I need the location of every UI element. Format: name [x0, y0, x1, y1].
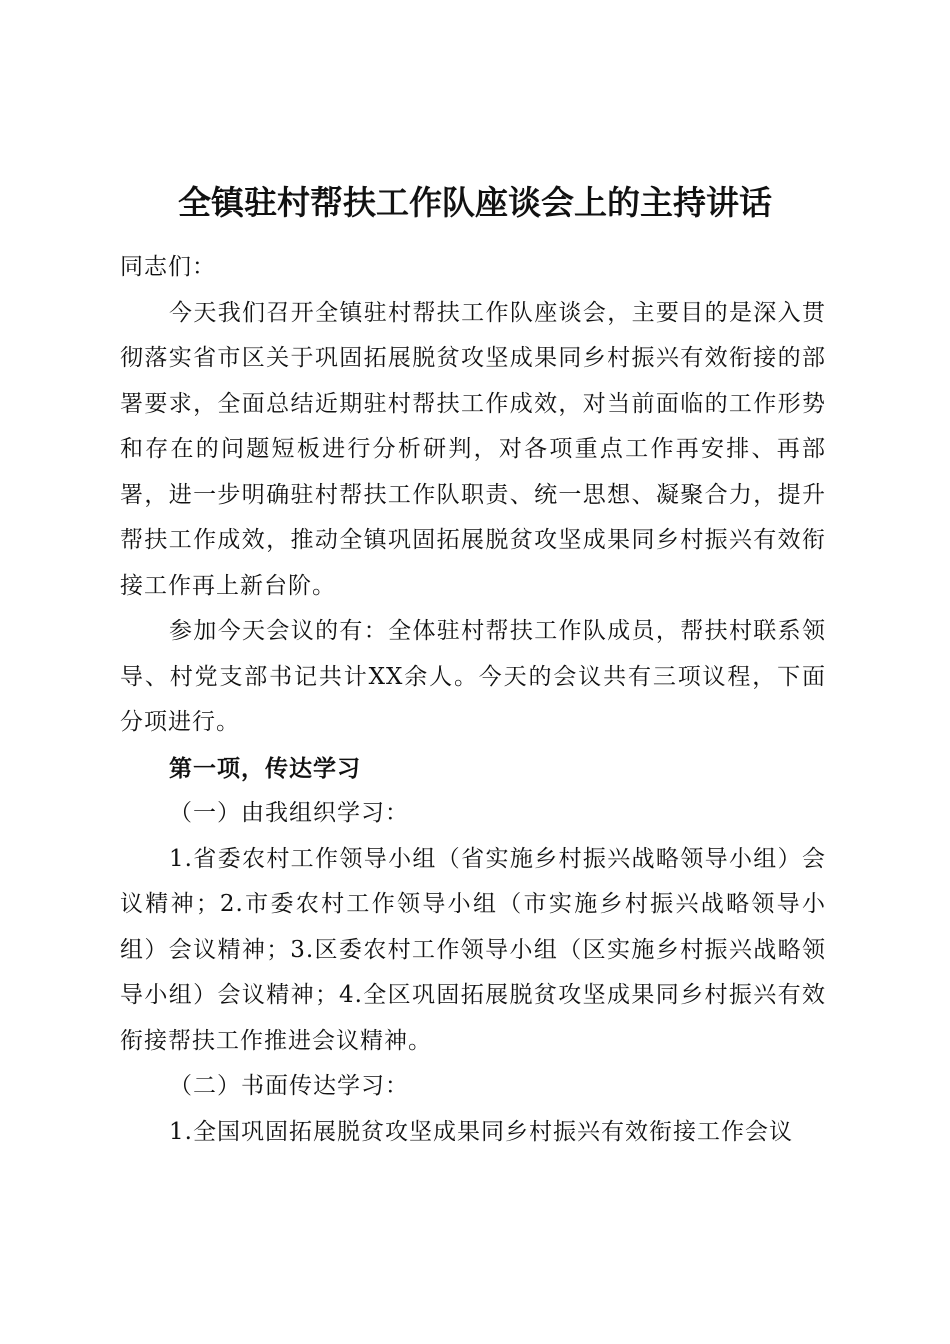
paragraph-meeting-spirits: 1.省委农村工作领导小组（省实施乡村振兴战略领导小组）会议精神；2.市委农村工作领导小组（市实施乡村振兴战略领导小组）会议精神；3.区委农村工作领导小组（区实施乡村振兴战略领导小组）会议精神；4.全区巩固拓展脱贫攻坚成果同乡村振兴有效衔接帮扶工作推进会议精神。	[120, 845, 826, 1054]
subsection-heading-organized-study: （一）由我组织学习：	[169, 800, 409, 826]
paragraph-purpose: 今天我们召开全镇驻村帮扶工作队座谈会，主要目的是深入贯彻落实省市区关于巩固拓展脱贫攻坚成果同乡村振兴有效衔接的部署要求，全面总结近期驻村帮扶工作成效，对当前面临的工作形势和存在的问题短板进行分析研判，对各项重点工作再安排、再部署，进一步明确驻村帮扶工作队职责、统一思想、凝聚合力，提升帮扶工作成效，推动全镇巩固拓展脱贫攻坚成果同乡村振兴有效衔接工作再上新台阶。	[120, 299, 826, 599]
paragraph-attendees: 参加今天会议的有：全体驻村帮扶工作队成员，帮扶村联系领导、村党支部书记共计XX余人。今天的会议共有三项议程，下面分项进行。	[120, 618, 826, 735]
section-heading-item-one: 第一项，传达学习	[169, 754, 361, 782]
paragraph-national-meeting: 1.全国巩固拓展脱贫攻坚成果同乡村振兴有效衔接工作会议	[169, 1118, 793, 1145]
salutation: 同志们：	[120, 254, 216, 280]
document-body	[120, 245, 826, 1155]
document-title: 全镇驻村帮扶工作队座谈会上的主持讲话	[178, 183, 772, 222]
subsection-heading-written-study: （二）书面传达学习：	[169, 1073, 409, 1099]
